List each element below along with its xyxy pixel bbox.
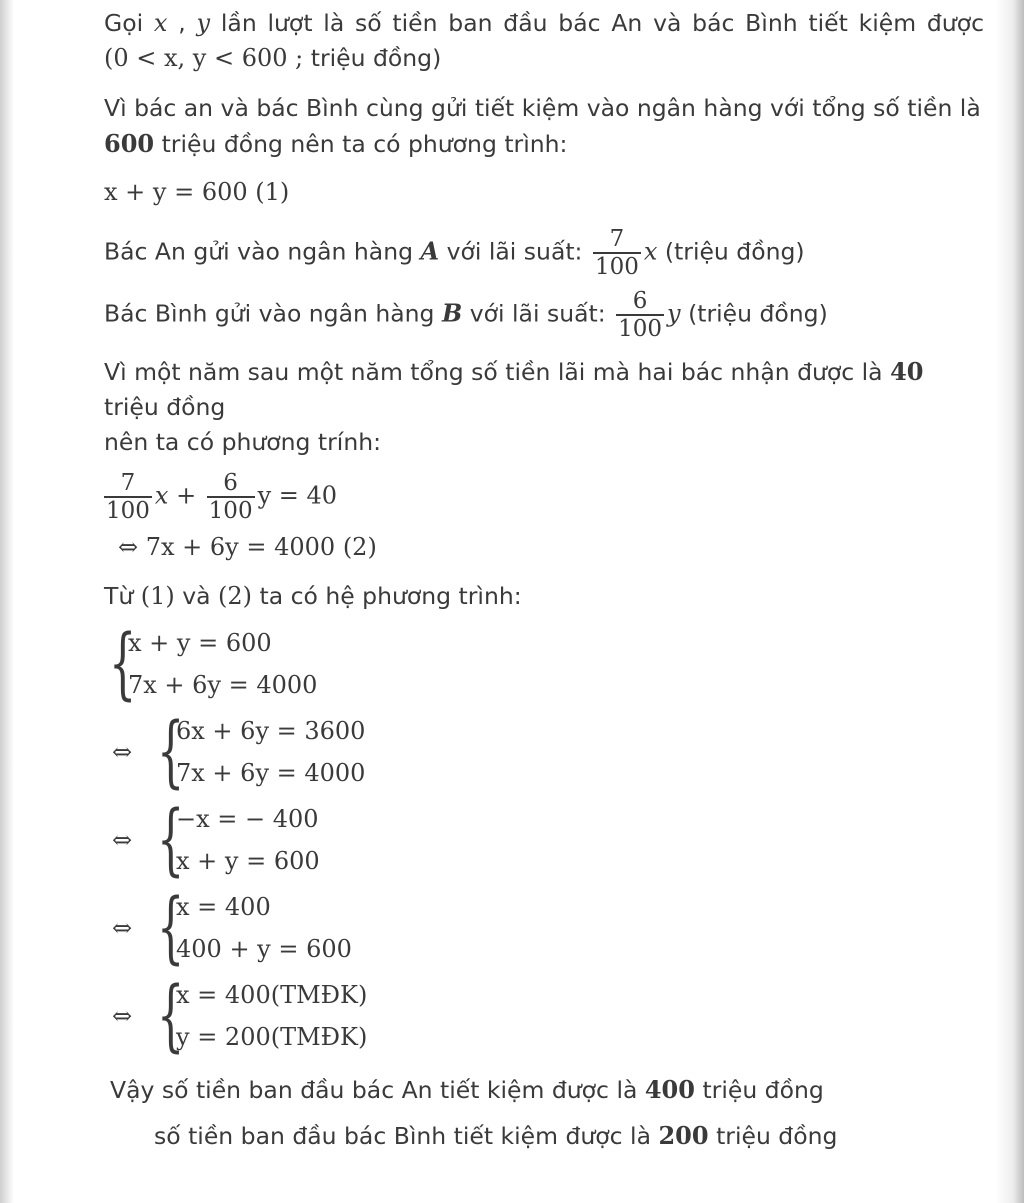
intro-condition: (0 < x, y < 600 ; triệu đồng) (104, 44, 442, 72)
solution-content (104, 6, 984, 1154)
system-5: ⇔ { x = 400(TMĐK) y = 200(TMĐK) (112, 971, 368, 1061)
fraction-7-100-b: $\frac{7}{100}$ (106, 470, 150, 524)
an-interest-line: Bác An gửi vào ngân hàng A với lãi suất: $\frac{7}{100}$ x (triệu đồng) (104, 226, 805, 280)
brace-icon: { (156, 971, 185, 1061)
system-3: ⇔ { −x = − 400 x + y = 600 (112, 795, 320, 885)
system-1: { x + y = 600 7x + 6y = 4000 (108, 619, 318, 709)
fraction-6-100: $\frac{6}{100}$ (618, 288, 663, 342)
system-2: ⇔ { 6x + 6y = 3600 7x + 6y = 4000 (112, 707, 366, 797)
fraction-7-100: $\frac{7}{100}$ (594, 226, 639, 280)
conclusion-line-1: Vậy số tiền ban đầu bác An tiết kiệm được là 400 triệu đồng (110, 1075, 824, 1104)
fraction-6-100-b: $\frac{6}{100}$ (208, 470, 253, 524)
system-4: ⇔ { x = 400 400 + y = 600 (112, 883, 352, 973)
brace-icon: { (108, 619, 137, 709)
right-page-shadow (996, 0, 1024, 1203)
conclusion-line-2: số tiền ban đầu bác Bình tiết kiệm được là 200 triệu đồng (154, 1121, 838, 1150)
paragraph-interest-cont: nên ta có phương trính: (104, 428, 382, 456)
equation-interest: $\frac{7}{100}$ x + $\frac{6}{100}$ y = 40 (106, 470, 338, 524)
equation-1: x + y = 600 (1) (104, 178, 290, 206)
paragraph-total: Vì bác an và bác Bình cùng gửi tiết kiệm vào ngân hàng với tổng số tiền là 600 triệu đồng nên ta có phương trình: (104, 94, 981, 158)
binh-interest-line: Bác Bình gửi vào ngân hàng B với lãi suất: $\frac{6}{100}$ y (triệu đồng) (104, 288, 828, 342)
system-intro: Từ (1) và (2) ta có hệ phương trình: (104, 582, 522, 610)
brace-icon: { (156, 883, 185, 973)
intro-line: Gọi x , y lần lượt là số tiền ban đầu bác An và bác Bình tiết kiệm được (104, 9, 984, 37)
brace-icon: { (156, 795, 185, 885)
brace-icon: { (156, 707, 185, 797)
left-page-shadow (0, 0, 14, 1203)
paragraph-interest: Vì một năm sau một năm tổng số tiền lãi mà hai bác nhận được là 40 triệu đồng (104, 357, 924, 421)
equation-2: ⇔ 7x + 6y = 4000 (2) (118, 533, 377, 561)
